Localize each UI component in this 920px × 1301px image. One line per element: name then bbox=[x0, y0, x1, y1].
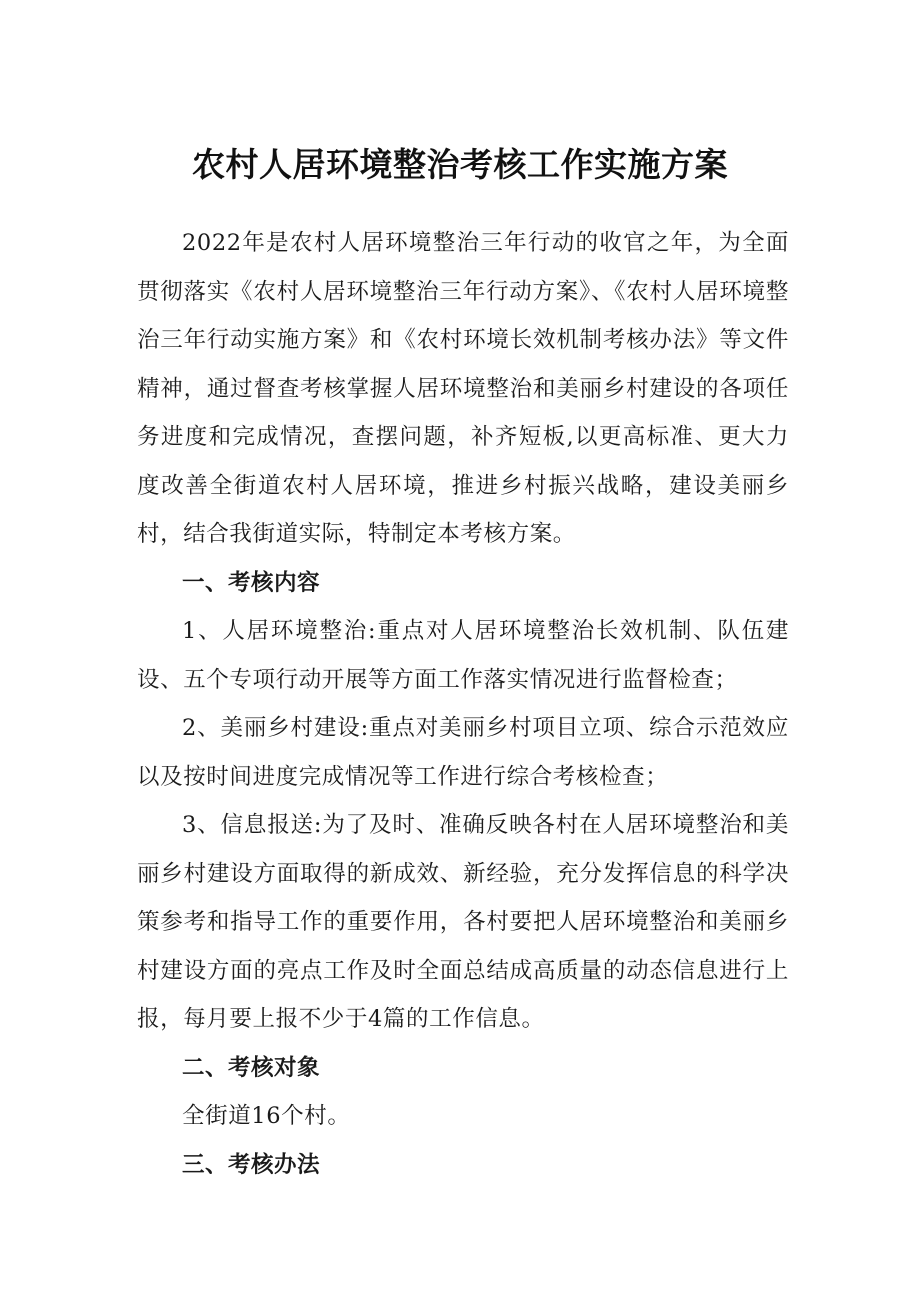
assessment-item-info-reporting: 3、信息报送:为了及时、准确反映各村在人居环境整治和美丽乡村建设方面取得的新成效、新经验，充分发挥信息的科学决策参考和指导工作的重要作用，各村要把人居环境整治和美丽乡村建设方面的亮点工作及时全面总结成高质量的动态信息进行上报，每月要上报不少于4篇的工作信息。 bbox=[137, 812, 789, 1032]
section-heading-assessment-targets: 二、考核对象 bbox=[182, 1054, 321, 1081]
assessment-targets-text: 全街道16个村。 bbox=[182, 1103, 351, 1129]
document-body bbox=[137, 219, 789, 1189]
assessment-item-village-construction: 2、美丽乡村建设:重点对美丽乡村项目立项、综合示范效应以及按时间进度完成情况等工作进行综合考核检查； bbox=[137, 715, 789, 790]
assessment-item-environment: 1、人居环境整治:重点对人居环境整治长效机制、队伍建设、五个专项行动开展等方面工作落实情况进行监督检查； bbox=[137, 618, 789, 693]
section-heading-assessment-content: 一、考核内容 bbox=[182, 569, 321, 596]
intro-paragraph: 2022年是农村人居环境整治三年行动的收官之年，为全面贯彻落实《农村人居环境整治三年行动方案》、《农村人居环境整治三年行动实施方案》和《农村环境长效机制考核办法》等文件精神，通过督查考核掌握人居环境整治和美丽乡村建设的各项任务进度和完成情况，查摆问题，补齐短板,以更高标准、更大力度改善全街道农村人居环境，推进乡村振兴战略，建设美丽乡村，结合我街道实际，特制定本考核方案。 bbox=[137, 230, 789, 547]
section-heading-assessment-method: 三、考核办法 bbox=[182, 1151, 321, 1178]
document-title: 农村人居环境整治考核工作实施方案 bbox=[192, 145, 728, 184]
